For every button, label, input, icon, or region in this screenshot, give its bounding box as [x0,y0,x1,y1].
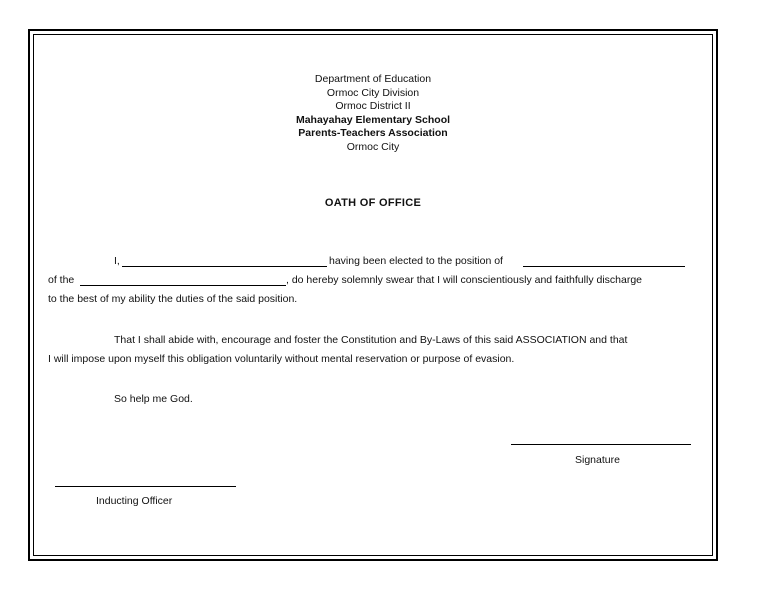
header-division: Ormoc City Division [326,86,420,99]
header-department: Department of Education [314,73,432,85]
position-blank [523,266,685,267]
header-association: Parents-Teachers Association [298,127,448,139]
oath-closing: So help me God. [114,393,193,405]
oath-abide-line2: I will impose upon myself this obligation voluntarily without mental reservation or purpose of evasion. [48,353,515,365]
document-header [33,73,713,154]
header-school: Mahayahay Elementary School [295,113,451,126]
document-title: OATH OF OFFICE [324,197,422,209]
header-district: Ormoc District II [335,100,411,112]
oath-swear-text: , do hereby solemnly swear that I will conscientiously and faithfully discharge [286,274,643,286]
signature-line [511,444,691,445]
inducting-officer-line [55,486,236,487]
oath-of-the-text: of the [48,274,75,286]
header-city: Ormoc City [346,140,400,153]
oath-duties-text: to the best of my ability the duties of the said position. [48,293,298,305]
name-blank [122,266,327,267]
oath-abide-line1: That I shall abide with, encourage and foster the Constitution and By-Laws of this said ASSOCIATION and that [114,334,628,346]
signature-label: Signature [575,454,620,466]
oath-pronoun: I, [114,255,120,267]
organization-blank [80,285,286,286]
oath-elected-text: having been elected to the position of [329,255,503,267]
inducting-officer-label: Inducting Officer [96,495,173,507]
